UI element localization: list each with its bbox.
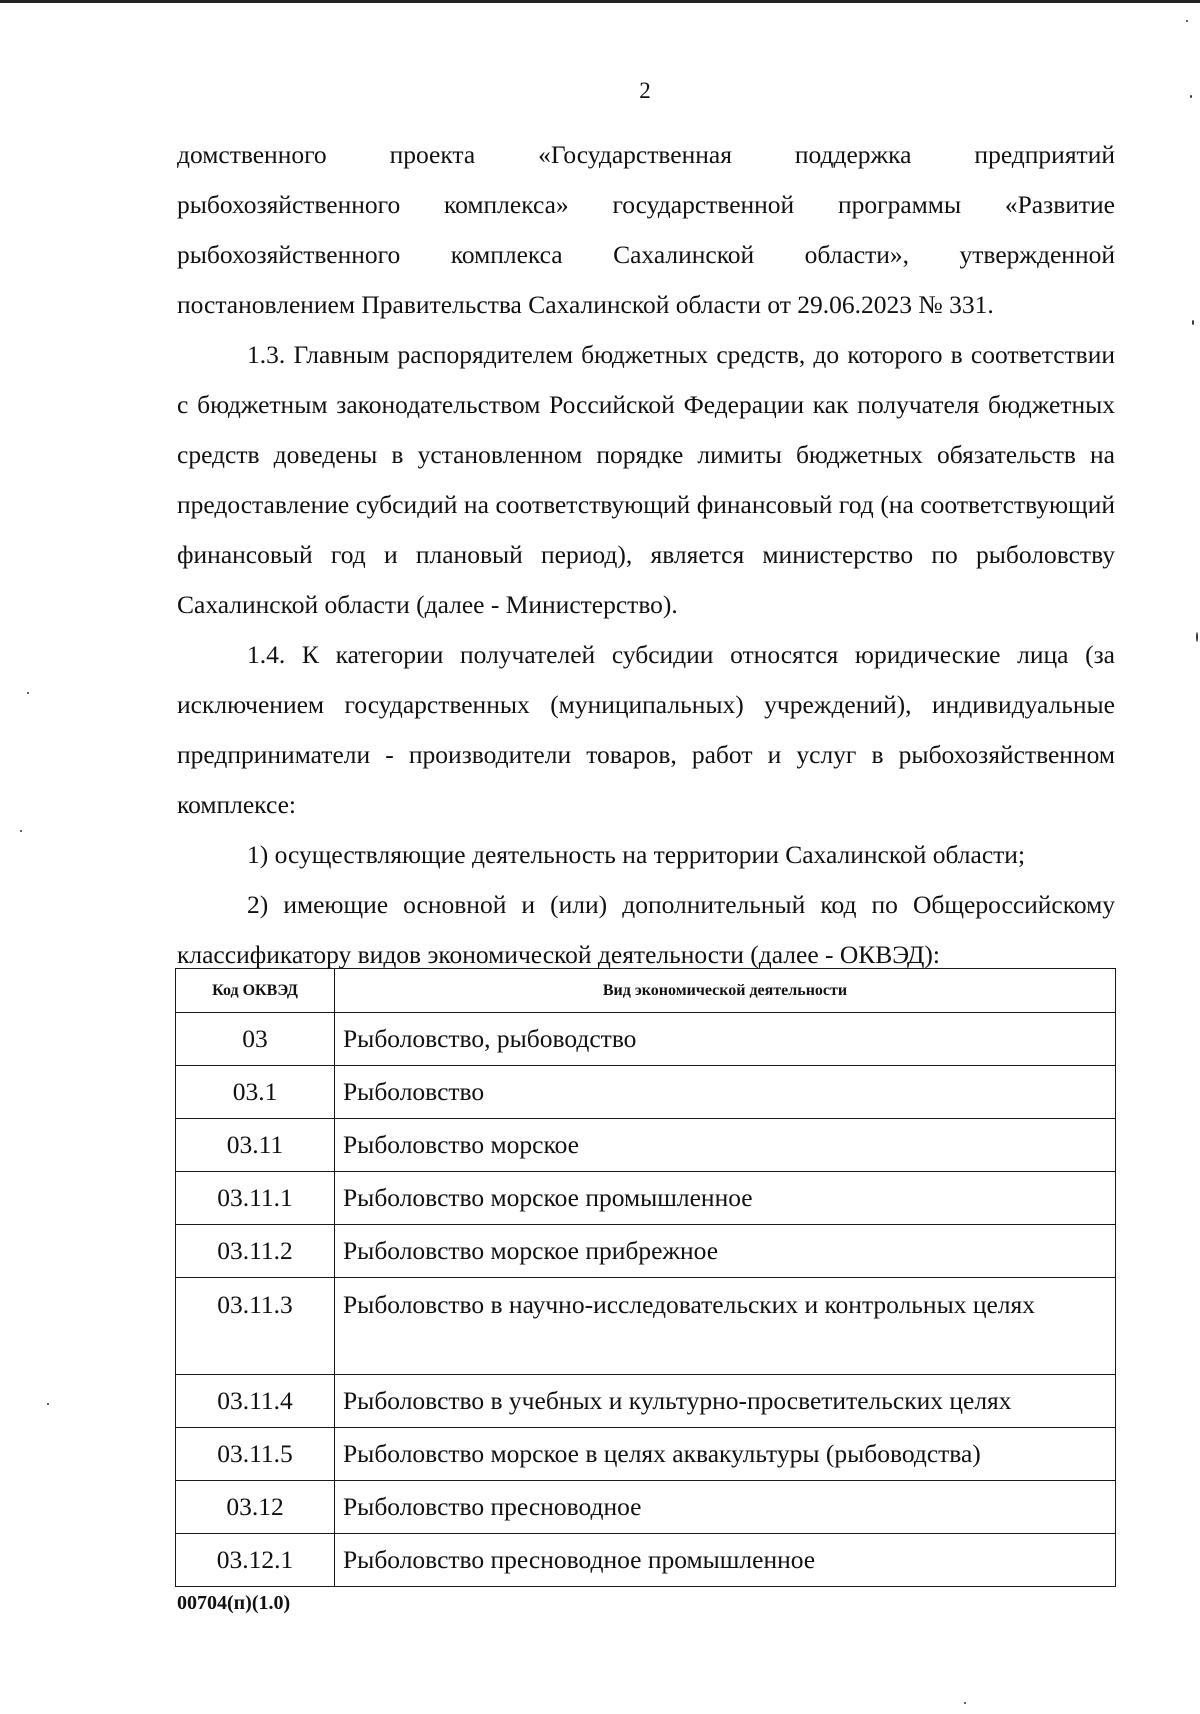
table-row [176, 1172, 1116, 1225]
page-number: 2 [639, 78, 651, 103]
list-item-2: 2) имеющие основной и (или) дополнительный код по Общероссийскому классификатору видов экономической деятельности (далее - ОКВЭД): [177, 890, 1115, 969]
list-item-1: 1) осуществляющие деятельность на территории Сахалинской области; [247, 840, 1026, 869]
activity-name: Рыболовство морское [335, 1119, 1116, 1172]
activity-name: Рыболовство пресноводное промышленное [335, 1534, 1116, 1587]
activity-name: Рыболовство морское в целях аквакультуры (рыбоводства) [335, 1428, 1116, 1481]
header-activity: Вид экономической деятельности [335, 969, 1116, 1013]
okved-code: 03.11 [176, 1119, 335, 1172]
paragraph-1-4: 1.4. К категории получателей субсидии относятся юридические лица (за исключением государственных (муниципальных) учреждений), индивидуальные предприниматели - производители товаров, работ и услуг в рыбохозяйственном комплексе: [177, 640, 1115, 819]
okved-code: 03.11.2 [176, 1225, 335, 1278]
table-row [176, 1013, 1116, 1066]
activity-name: Рыболовство пресноводное [335, 1481, 1116, 1534]
table-row [176, 1375, 1116, 1428]
scan-speck [1192, 320, 1194, 325]
okved-table [175, 968, 1116, 1587]
okved-code: 03.1 [176, 1066, 335, 1119]
okved-code: 03.11.3 [176, 1278, 335, 1375]
header-code: Код ОКВЭД [176, 969, 335, 1013]
activity-name: Рыболовство в научно-исследовательских и контрольных целях [335, 1278, 1116, 1375]
activity-name: Рыболовство в учебных и культурно-просветительских целях [335, 1375, 1116, 1428]
okved-code: 03.11.5 [176, 1428, 335, 1481]
okved-code: 03.12 [176, 1481, 335, 1534]
table-row [176, 1225, 1116, 1278]
scan-speck [1190, 95, 1192, 98]
table-row [176, 1481, 1116, 1534]
okved-code: 03.12.1 [176, 1534, 335, 1587]
document-code: 00704(п)(1.0) [177, 1592, 291, 1614]
table-row [176, 1278, 1116, 1375]
scan-speck [27, 692, 29, 694]
scan-speck [1186, 20, 1188, 22]
scan-speck [964, 1702, 966, 1704]
scan-speck [47, 1403, 49, 1405]
table-row [176, 1066, 1116, 1119]
okved-code: 03 [176, 1013, 335, 1066]
table-row [176, 1119, 1116, 1172]
activity-name: Рыболовство, рыбоводство [335, 1013, 1116, 1066]
scan-top-border [0, 0, 1200, 3]
activity-name: Рыболовство морское прибрежное [335, 1225, 1116, 1278]
activity-name: Рыболовство [335, 1066, 1116, 1119]
scan-speck [1196, 632, 1198, 642]
table-row [176, 1428, 1116, 1481]
paragraph-continuation: домственного проекта «Государственная поддержка предприятий рыбохозяйственного комплекса» государственной программы «Развитие рыбохозяйственного комплекса Сахалинской области», утвержденной постановлением Правительства Сахалинской области от 29.06.2023 № 331. [177, 140, 1115, 319]
okved-code: 03.11.4 [176, 1375, 335, 1428]
table-row [176, 1534, 1116, 1587]
okved-code: 03.11.1 [176, 1172, 335, 1225]
scan-speck [20, 830, 22, 832]
table-header-row [176, 969, 1116, 1013]
activity-name: Рыболовство морское промышленное [335, 1172, 1116, 1225]
paragraph-1-3: 1.3. Главным распорядителем бюджетных средств, до которого в соответствии с бюджетным законодательством Российской Федерации как получателя бюджетных средств доведены в установленном порядке лимиты бюджетных обязательств на предоставление субсидий на соответствующий финансовый год (на соответствующий финансовый год и плановый период), является министерство по рыболовству Сахалинской области (далее - Министерство). [177, 340, 1115, 619]
document-body [177, 130, 1115, 980]
